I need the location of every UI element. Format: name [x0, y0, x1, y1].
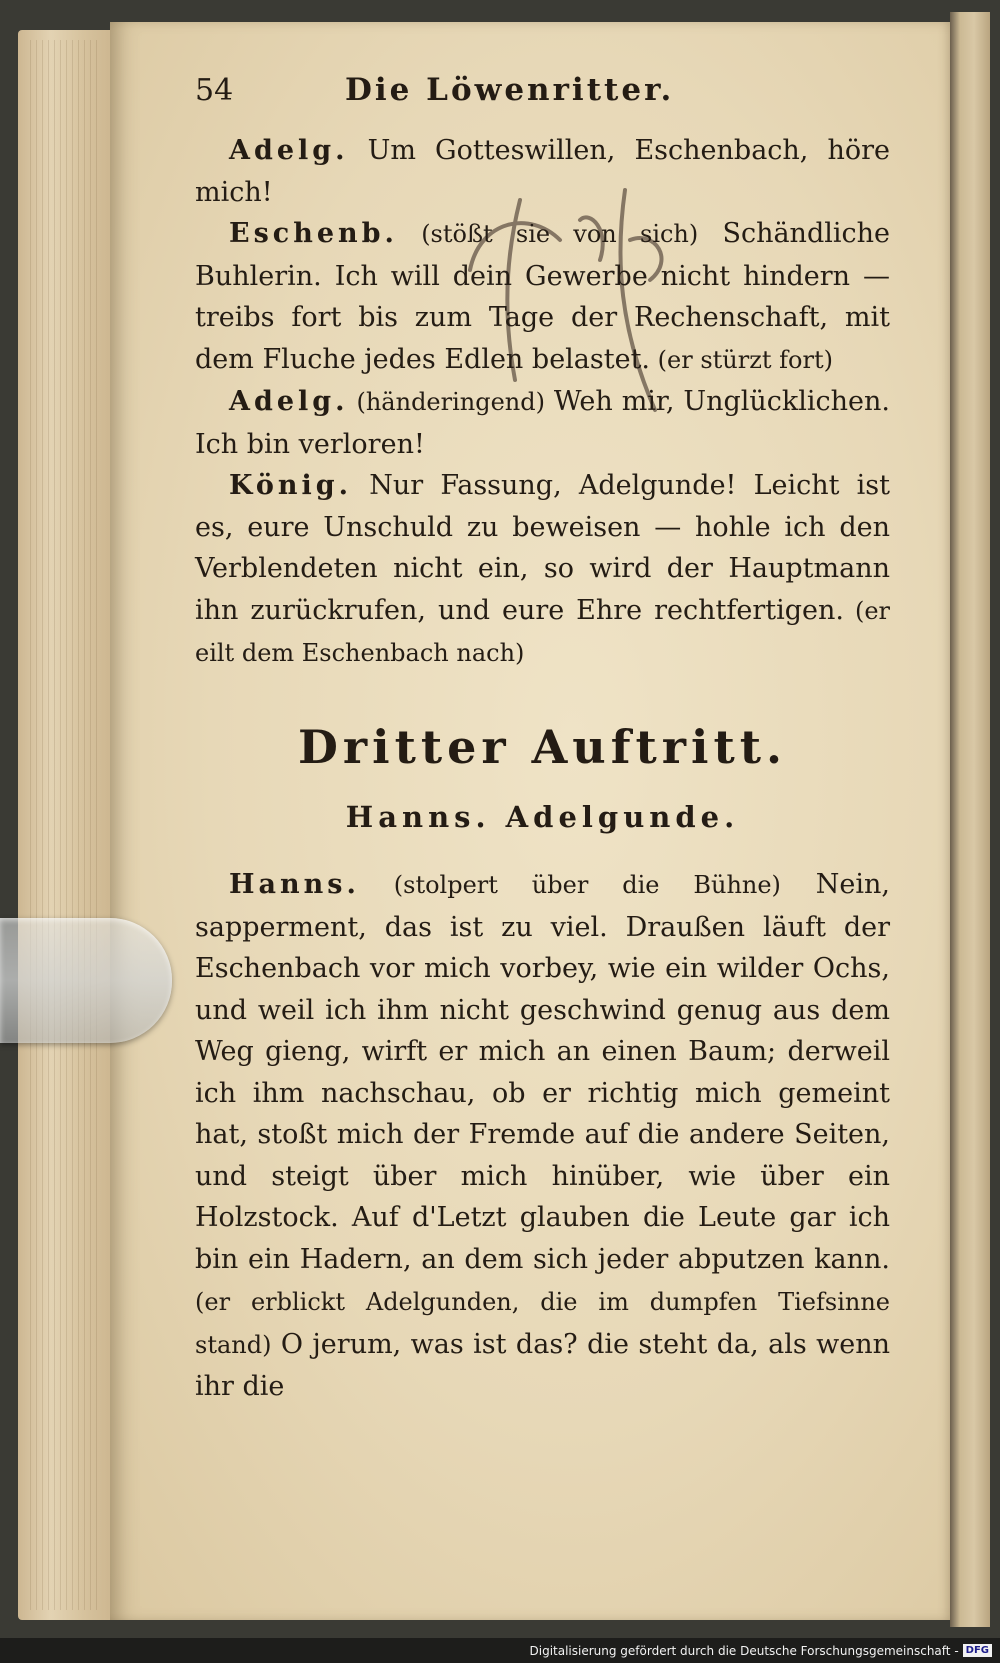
footer-credit-text: Digitalisierung gefördert durch die Deutsche Forschungsgemeinschaft -	[529, 1643, 959, 1658]
dialogue-text: Weh mir, Unglücklichen. Ich bin verloren!	[195, 386, 891, 460]
speaker-name: Adelg.	[229, 135, 349, 166]
dialogue-text: Nein, sapperment, das ist zu viel. Draußen läuft der Eschenbach vor mich vorbey, wie ein wilder Ochs, und weil ich ihm nicht geschwind genug aus dem Weg gieng, wirft er mich an einen Baum; derweil ich ihm nachschau, ob er richtig mich gemeint hat, stoßt mich der Fremde auf die andere Seiten, und steigt über mich hinüber, wie über ein Holzstock. Auf d'Letzt glauben die Leute gar ich bin ein Hadern, an dem sich jeder abputzen kann.	[195, 869, 891, 1275]
stage-direction: (er eilt dem Eschenbach nach)	[195, 596, 890, 667]
page-number: 54	[195, 73, 234, 108]
running-title: Die Löwenritter.	[345, 72, 675, 108]
stage-direction: (händeringend)	[348, 388, 545, 416]
scene-heading: Dritter Auftritt.	[297, 719, 787, 774]
page-text	[195, 70, 890, 1408]
dialogue-paragraph	[195, 213, 890, 381]
dialogue-paragraph	[195, 465, 890, 675]
page-clip	[0, 918, 172, 1043]
footer-credit-bar	[0, 1638, 1000, 1663]
dialogue-paragraph	[195, 130, 890, 213]
dialogue-paragraph	[195, 381, 890, 465]
book-right-edge	[950, 12, 990, 1627]
dialogue-text: Nur Fassung, Adelgunde! Leicht ist es, eure Unschuld zu beweisen — hohle ich den Verblendeten nicht ein, so wird der Hauptmann ihn zurückrufen, und eure Ehre rechtfertigen.	[195, 470, 890, 626]
stage-direction: (er stürzt fort)	[650, 345, 833, 374]
stage-direction: (stößt sie von sich)	[397, 220, 699, 248]
page-header	[195, 70, 890, 130]
stage-direction: (er erblickt Adelgunden, die im dumpfen Tiefsinne stand)	[195, 1288, 890, 1359]
dfg-logo: DFG	[963, 1644, 992, 1657]
dialogue-text: Um Gotteswillen, Eschenbach, höre mich!	[195, 135, 890, 208]
scene-characters: Hanns. Adelgunde.	[345, 799, 740, 834]
speaker-name: Eschenb.	[229, 218, 398, 249]
dialogue-paragraph	[195, 864, 890, 1408]
dialogue-text: Schändliche Buhlerin. Ich will dein Gewerbe nicht hindern — treibs fort bis zum Tage der Rechenschaft, mit dem Fluche jedes Edlen belastet.	[195, 218, 890, 375]
stage-direction: (stolpert über die Bühne)	[359, 871, 781, 899]
speaker-name: Hanns.	[229, 869, 360, 900]
speaker-name: Adelg.	[229, 386, 349, 417]
speaker-name: König.	[229, 470, 353, 501]
dialogue-text: O jerum, was ist das? die steht da, als wenn ihr die	[195, 1328, 890, 1402]
